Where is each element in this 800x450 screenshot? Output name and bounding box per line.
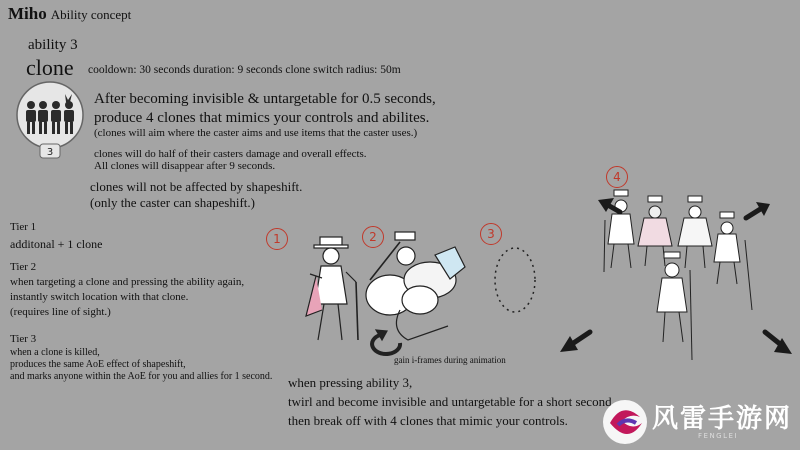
figure-step-2 [366,232,465,354]
iframes-note: gain i-frames during animation [394,355,506,365]
figure-step-4-clones [604,190,752,360]
description-note-aim: (clones will aim where the caster aims and use items that the caster uses.) [94,127,418,139]
step-2-number: 2 [362,226,384,248]
page-title: Miho Ability concept [8,4,132,23]
watermark-text: 风雷手游网 [652,404,793,434]
tier-2: Tier 2 when targeting a clone and pressing the ability again, instantly switch location with that clone. (requires line of sight.) [10,261,245,318]
watermark-subtext: FENGLEI [698,432,738,440]
ability-stats: cooldown: 30 seconds duration: 9 seconds clone switch radius: 50m [88,64,401,76]
description-shapeshift: clones will not be affected by shapeshift. (only the caster can shapeshift.) [90,179,303,210]
ability-number: ability 3 [28,37,78,53]
description-note-damage: clones will do half of their casters damage and overall effects. All clones will disappear after 9 seconds. [94,148,367,172]
animation-illustration [250,160,800,370]
icon-badge: 3 [46,147,54,158]
animation-caption: when pressing ability 3, twirl and become invisible and untargetable for a short second then break off with 4 clones that mimic your controls. [288,375,612,428]
step-1-number: 1 [266,228,288,250]
description-main: After becoming invisible & untargetable for 0.5 seconds, produce 4 clones that mimics your controls and abilites. [94,91,436,126]
step-4-number: 4 [606,166,628,188]
clones-icon [15,80,85,162]
tier-3: Tier 3 when a clone is killed, produces the same AoE effect of shapeshift, and marks anyone within the AoE for you and allies for 1 second. [10,333,273,382]
page-subtitle: Ability concept [50,7,132,22]
step-3-number: 3 [480,223,502,245]
tier-1: Tier 1 additonal + 1 clone [10,221,103,251]
ability-name: clone [26,55,74,80]
figure-step-1 [306,237,358,340]
figure-step-3 [495,248,535,312]
